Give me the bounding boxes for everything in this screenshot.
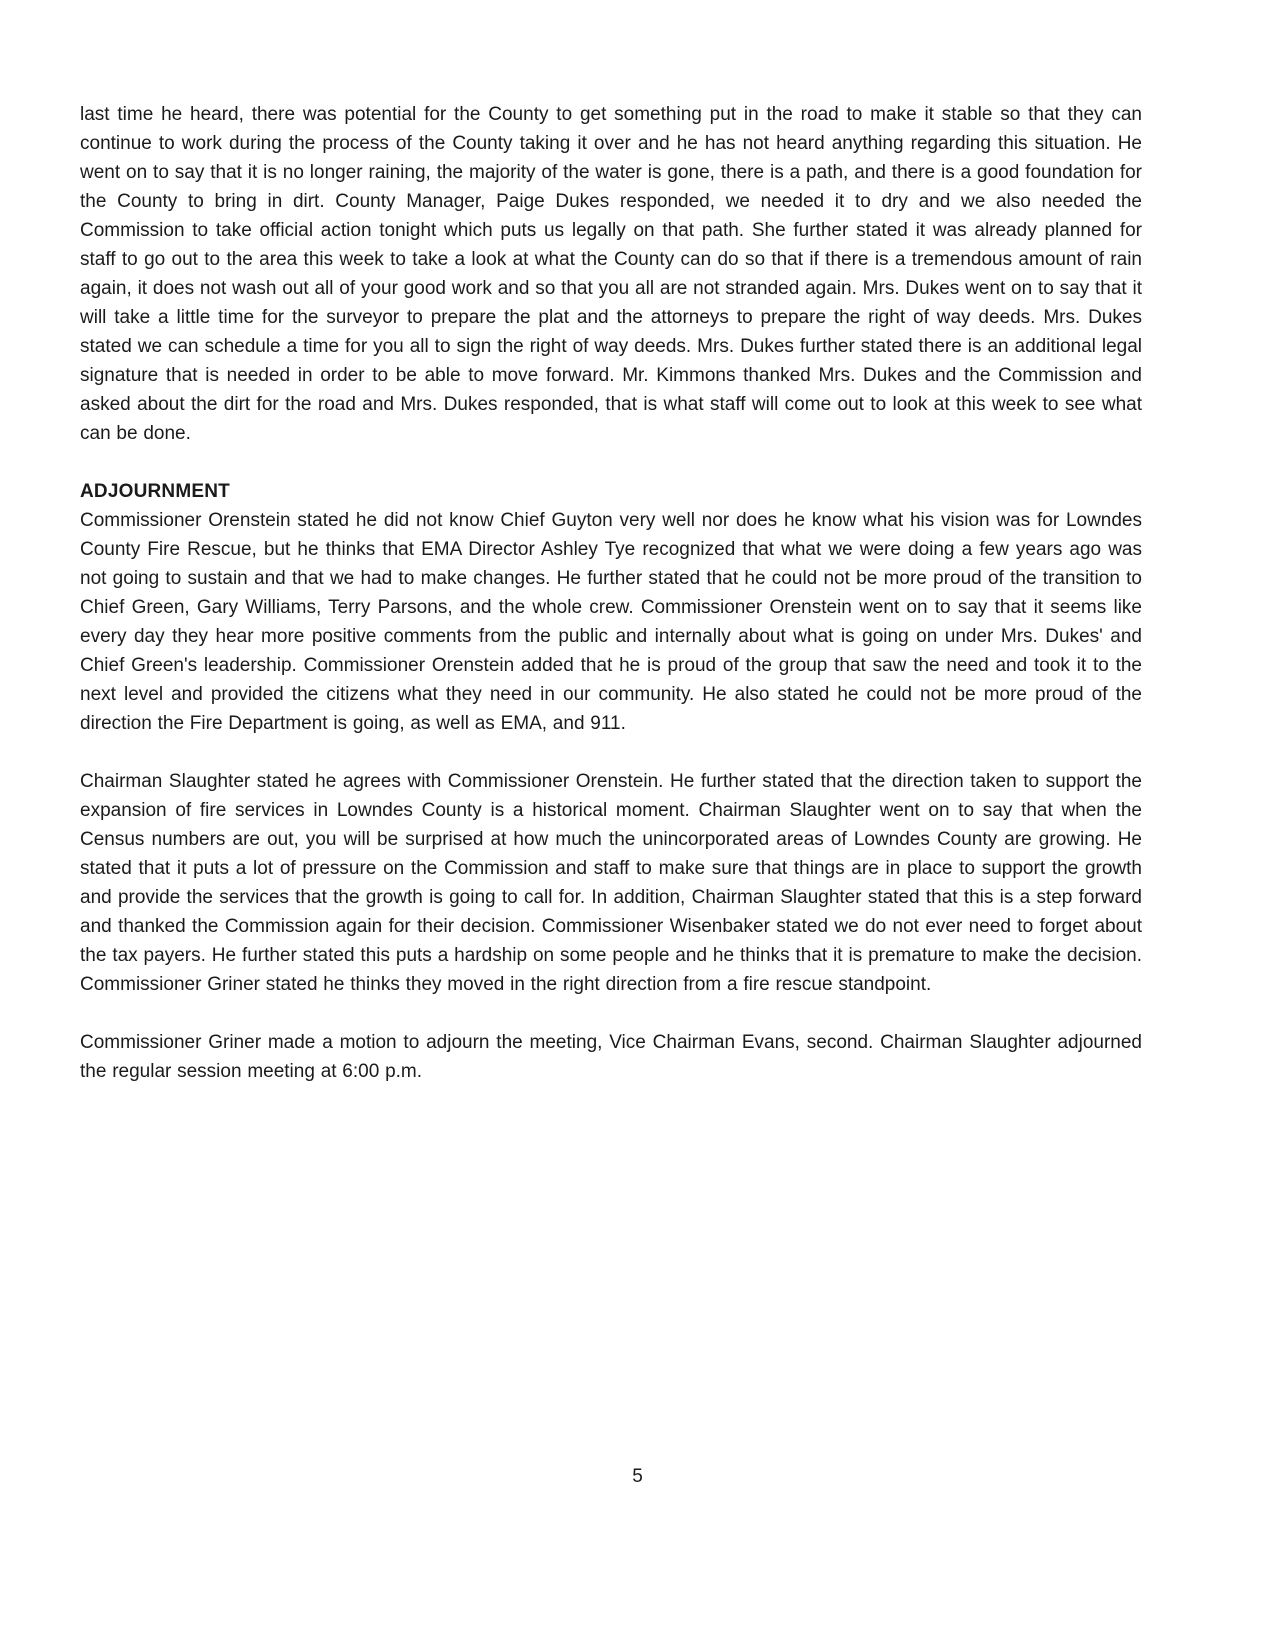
adjournment-paragraph-1: Commissioner Orenstein stated he did not know Chief Guyton very well nor does he know what his vision was for Lowndes County Fire Rescue, but he thinks that EMA Director Ashley Tye recognized that what we were doing a few years ago was not going to sustain and that we had to make changes. He further stated that he could not be more proud of the transition to Chief Green, Gary Williams, Terry Parsons, and the whole crew. Commissioner Orenstein went on to say that it seems like every day they hear more positive comments from the public and internally about what is going on under Mrs. Dukes' and Chief Green's leadership. Commissioner Orenstein added that he is proud of the group that saw the need and took it to the next level and provided the citizens what they need in our community. He also stated he could not be more proud of the direction the Fire Department is going, as well as EMA, and 911. — [80, 510, 1142, 734]
continuation-paragraph: last time he heard, there was potential for the County to get something put in the road to make it stable so that they can continue to work during the process of the County taking it over and he has not heard anything regarding this situation. He went on to say that it is no longer raining, the majority of the water is gone, there is a path, and there is a good foundation for the County to bring in dirt. County Manager, Paige Dukes responded, we needed it to dry and we also needed the Commission to take official action tonight which puts us legally on that path. She further stated it was already planned for staff to go out to the area this week to take a look at what the County can do so that if there is a tremendous amount of rain again, it does not wash out all of your good work and so that you all are not stranded again. Mrs. Dukes went on to say that it will take a little time for the surveyor to prepare the plat and the attorneys to prepare the right of way deeds. Mrs. Dukes stated we can schedule a time for you all to sign the right of way deeds. Mrs. Dukes further stated there is an additional legal signature that is needed in order to be able to move forward. Mr. Kimmons thanked Mrs. Dukes and the Commission and asked about the dirt for the road and Mrs. Dukes responded, that is what staff will come out to look at this week to see what can be done. — [80, 104, 1142, 444]
adjournment-paragraph-2: Chairman Slaughter stated he agrees with Commissioner Orenstein. He further stated that the direction taken to support the expansion of fire services in Lowndes County is a historical moment. Chairman Slaughter went on to say that when the Census numbers are out, you will be surprised at how much the unincorporated areas of Lowndes County are growing. He stated that it puts a lot of pressure on the Commission and staff to make sure that things are in place to support the growth and provide the services that the growth is going to call for. In addition, Chairman Slaughter stated that this is a step forward and thanked the Commission again for their decision. Commissioner Wisenbaker stated we do not ever need to forget about the tax payers. He further stated this puts a hardship on some people and he thinks that it is premature to make the decision. Commissioner Griner stated he thinks they moved in the right direction from a fire rescue standpoint. — [80, 771, 1142, 995]
document-body — [80, 100, 1142, 1086]
adjournment-heading: ADJOURNMENT — [80, 481, 230, 502]
page-number: 5 — [632, 1466, 643, 1487]
adjournment-paragraph-3: Commissioner Griner made a motion to adjourn the meeting, Vice Chairman Evans, second. Chairman Slaughter adjourned the regular session meeting at 6:00 p.m. — [80, 1032, 1142, 1082]
